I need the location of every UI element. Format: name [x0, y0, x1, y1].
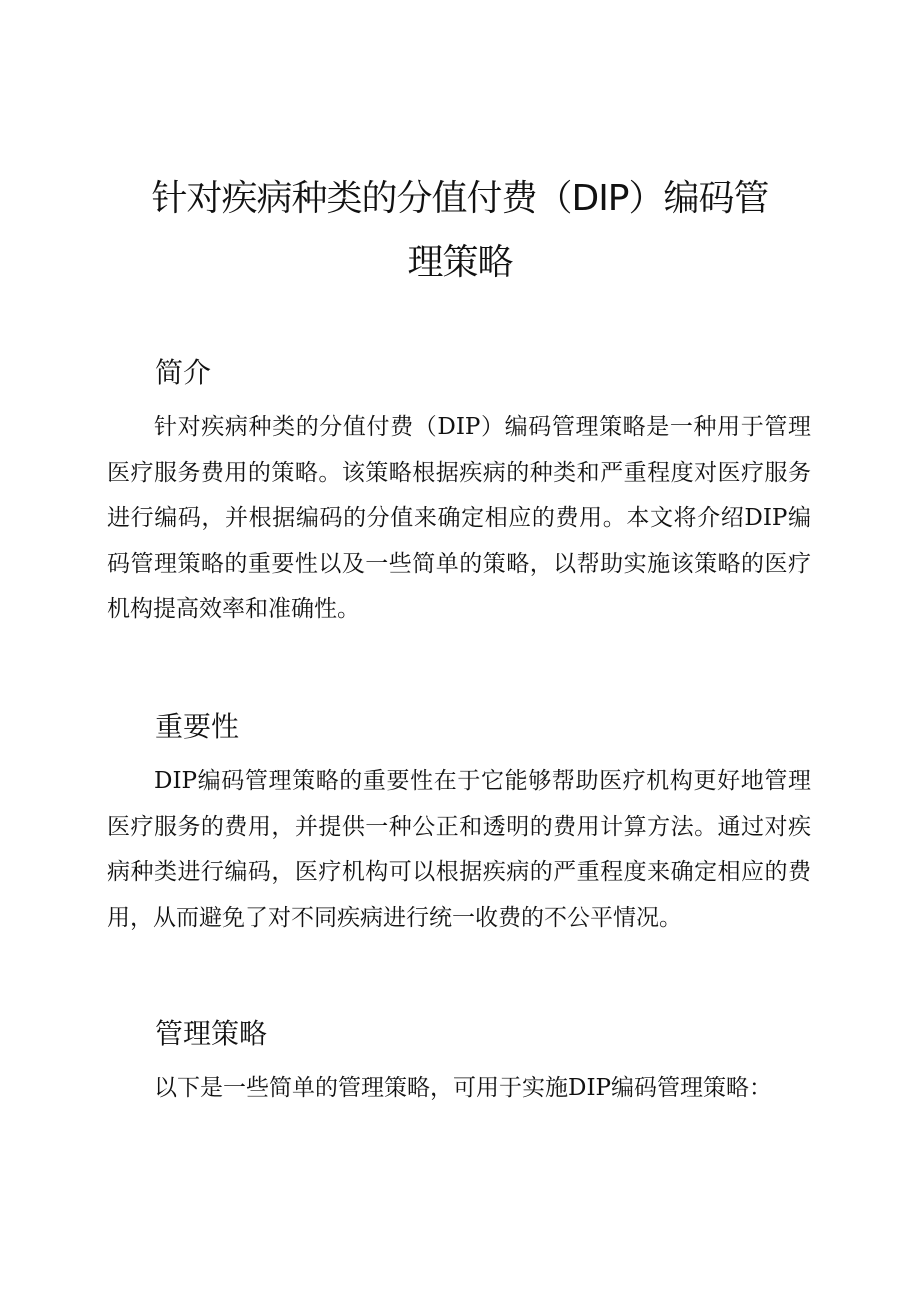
document-title-line-1: 针对疾病种类的分值付费（DIP）编码管 — [151, 178, 769, 219]
section-body-strategies: 以下是一些简单的管理策略，可用于实施DIP编码管理策略： — [154, 1075, 773, 1101]
section-body-intro: 针对疾病种类的分值付费（DIP）编码管理策略是一种用于管理医疗服务费用的策略。该策略根据疾病的种类和严重程度对医疗服务进行编码，并根据编码的分值来确定相应的费用。本文将介绍DIP编码管理策略的重要性以及一些简单的策略，以帮助实施该策略的医疗机构提高效率和准确性。 — [107, 414, 811, 622]
section-heading-intro: 简介 — [155, 356, 212, 389]
document-title-line-2: 理策略 — [407, 242, 513, 283]
section-heading-importance: 重要性 — [155, 710, 240, 743]
section-heading-strategies: 管理策略 — [155, 1017, 268, 1050]
section-body-importance: DIP编码管理策略的重要性在于它能够帮助医疗机构更好地管理医疗服务的费用，并提供一种公正和透明的费用计算方法。通过对疾病种类进行编码，医疗机构可以根据疾病的严重程度来确定相应的费用，从而避免了对不同疾病进行统一收费的不公平情况。 — [107, 768, 811, 931]
